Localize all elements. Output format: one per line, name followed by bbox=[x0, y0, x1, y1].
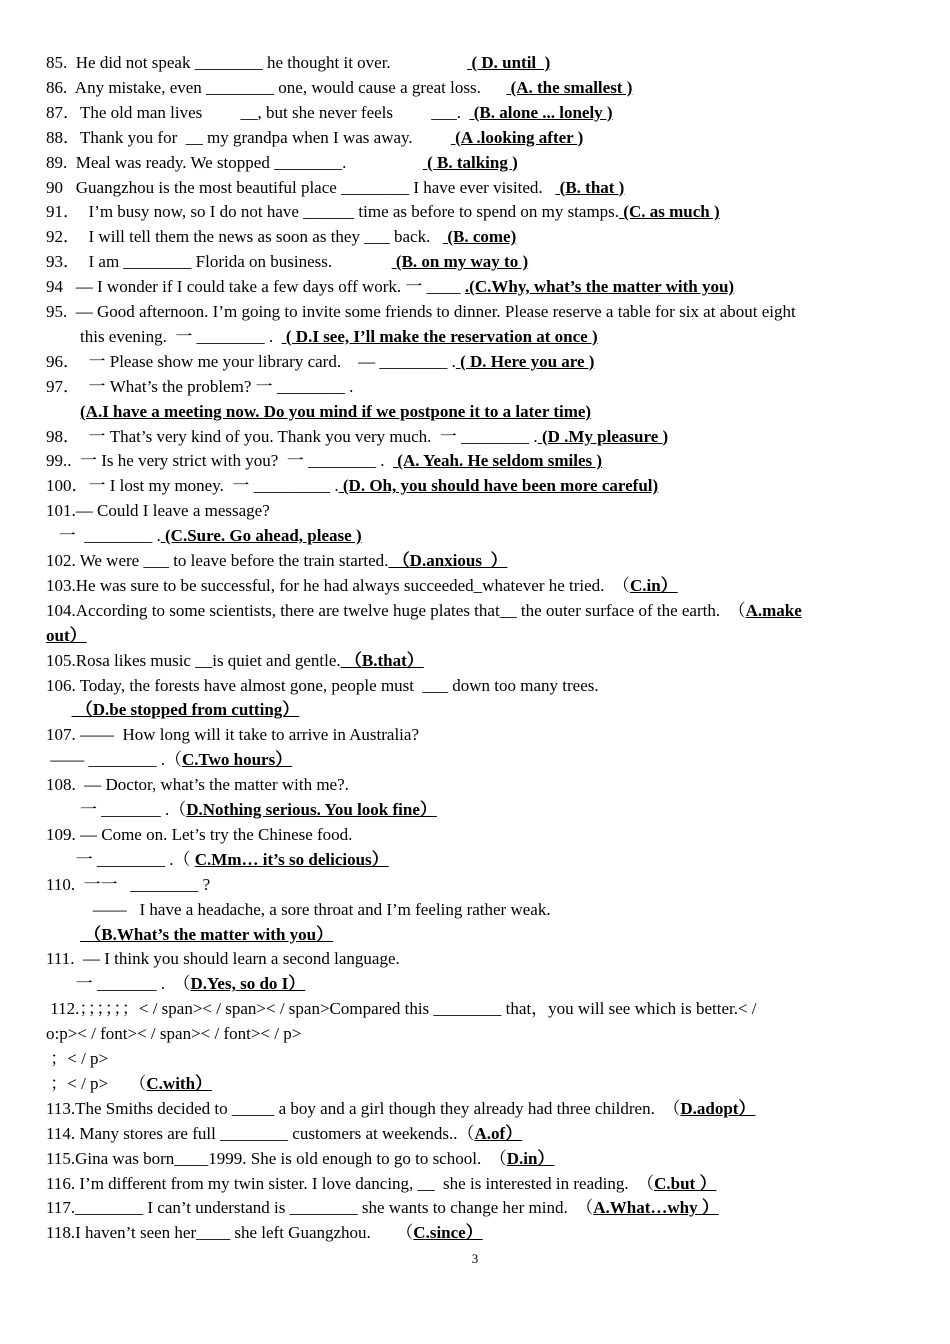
answer-text: （B.What’s the matter with you） bbox=[80, 924, 334, 944]
question-text: 86. Any mistake, even ________ one, would cause a great loss. bbox=[46, 77, 507, 97]
question-text: 91． I’m busy now, so I do not have ______ time as before to spend on my stamps. bbox=[46, 202, 620, 222]
question-line bbox=[46, 1021, 908, 1046]
question-line bbox=[46, 75, 908, 100]
question-text: 103.He was sure to be successful, for he had always succeeded_whatever he tried. （ bbox=[46, 575, 630, 595]
question-line bbox=[46, 1146, 908, 1171]
question-text bbox=[46, 925, 80, 944]
question-text: this evening. 一 ________ . bbox=[46, 326, 282, 346]
question-text: 116. I’m different from my twin sister. I love dancing, __ she is interested in reading. （ bbox=[46, 1173, 655, 1193]
question-text: 87．The old man lives __, but she never feels ___. bbox=[46, 102, 470, 122]
answer-text: ( D. Here you are ) bbox=[455, 351, 595, 371]
answer-text: (A. the smallest ) bbox=[506, 77, 633, 97]
page-number: 3 bbox=[471, 1251, 479, 1266]
question-text: 100．一 I lost my money. 一 _________ . bbox=[46, 476, 339, 496]
question-line bbox=[46, 1121, 908, 1146]
question-line bbox=[46, 971, 908, 996]
question-line bbox=[46, 946, 908, 971]
question-text: o:p>< / font>< / span>< / font>< / p> bbox=[46, 1024, 302, 1044]
question-line bbox=[46, 697, 908, 722]
question-text: 一 ________ .（ bbox=[46, 849, 195, 869]
question-text: 85. He did not speak ________ he thought it over. bbox=[46, 53, 468, 72]
answer-text: (B. on my way to ) bbox=[391, 252, 529, 272]
question-line bbox=[46, 797, 908, 822]
question-line bbox=[46, 747, 908, 772]
question-line bbox=[46, 274, 908, 299]
question-line bbox=[46, 150, 908, 175]
question-line bbox=[46, 175, 908, 200]
question-text: 96． 一 Please show me your library card. — ________ . bbox=[46, 351, 456, 371]
question-text: 114. Many stores are full ________ customers at weekends..（ bbox=[46, 1123, 475, 1143]
question-text: 108. — Doctor, what’s the matter with me?. bbox=[46, 775, 349, 795]
question-line bbox=[46, 399, 908, 424]
answer-text: out） bbox=[46, 625, 87, 645]
question-line bbox=[46, 324, 908, 349]
answer-text: C.in） bbox=[629, 575, 678, 595]
answer-text: C.since） bbox=[413, 1223, 483, 1243]
answer-text: A.of） bbox=[474, 1123, 523, 1143]
answer-text: (B. alone ... lonely ) bbox=[469, 102, 613, 122]
answer-text: D.Nothing serious. You look fine） bbox=[186, 800, 437, 819]
question-text: 109. — Come on. Let’s try the Chinese food. bbox=[46, 824, 353, 844]
question-line bbox=[46, 100, 908, 125]
answer-text: A.make bbox=[745, 600, 802, 620]
question-line bbox=[46, 673, 908, 698]
question-line bbox=[46, 249, 908, 274]
question-line bbox=[46, 50, 908, 75]
answer-text: (B. that ) bbox=[555, 177, 625, 197]
question-text: 92． I will tell them the news as soon as they ___ back. bbox=[46, 227, 444, 247]
answer-text: (D .My pleasure ) bbox=[537, 426, 669, 446]
question-text: 102. We were ___ to leave before the train started. bbox=[46, 551, 389, 570]
question-line bbox=[46, 299, 908, 324]
question-text: 106. Today, the forests have almost gone, people must ___ down too many trees. bbox=[46, 675, 599, 695]
question-text: 一 _______ . （ bbox=[46, 974, 191, 994]
question-text: 107. —— How long will it take to arrive in Australia? bbox=[46, 725, 419, 745]
question-line bbox=[46, 1220, 908, 1245]
question-text: 112.；；；；；；< / span>< / span>< / span>Compared this ________ that，you will see which is better.< / bbox=[46, 999, 757, 1019]
question-line bbox=[46, 872, 908, 897]
question-line bbox=[46, 374, 908, 399]
answer-text: （D.be stopped from cutting） bbox=[71, 700, 300, 720]
answer-text: (A .looking after ) bbox=[450, 127, 584, 147]
question-line bbox=[46, 473, 908, 498]
question-line bbox=[46, 648, 908, 673]
answer-text: ( B. talking ) bbox=[422, 152, 518, 172]
question-line bbox=[46, 847, 908, 872]
answer-text: D.Yes, so do I） bbox=[190, 974, 306, 994]
question-line bbox=[46, 623, 908, 648]
question-line bbox=[46, 822, 908, 847]
question-text: —— I have a headache, a sore throat and I’m feeling rather weak. bbox=[46, 899, 551, 919]
question-line bbox=[46, 424, 908, 449]
question-line bbox=[46, 897, 908, 922]
question-text: 113.The Smiths decided to _____ a boy and a girl though they already had three children. （ bbox=[46, 1098, 681, 1118]
answer-text: (A.I have a meeting now. Do you mind if we postpone it to a later time) bbox=[80, 401, 592, 421]
question-text: 104.According to some scientists, there are twelve huge plates that__ the outer surface of the earth. （ bbox=[46, 600, 746, 620]
question-line bbox=[46, 1046, 908, 1071]
question-text: —— ________ .（ bbox=[46, 750, 182, 770]
answer-text: (A. Yeah. He seldom smiles ) bbox=[393, 451, 603, 471]
question-line bbox=[46, 448, 908, 473]
question-text: 98． 一 That’s very kind of you. Thank you very much. 一 ________ . bbox=[46, 426, 538, 446]
question-line bbox=[46, 523, 908, 548]
answer-text: C.but ） bbox=[654, 1173, 717, 1193]
answer-text: (D. Oh, you should have been more careful) bbox=[338, 476, 659, 496]
question-text: 110. 一一 ________ ? bbox=[46, 874, 211, 894]
question-line bbox=[46, 996, 908, 1021]
question-text: 93． I am ________ Florida on business. bbox=[46, 252, 392, 272]
question-text: 105.Rosa likes music __is quiet and gentle. bbox=[46, 650, 341, 670]
question-line bbox=[46, 125, 908, 150]
question-text: 95. — Good afternoon. I’m going to invite some friends to dinner. Please reserve a table for six at about eight bbox=[46, 302, 796, 321]
question-text bbox=[46, 700, 72, 719]
question-line bbox=[46, 498, 908, 523]
question-text: 90 Guangzhou is the most beautiful place ________ I have ever visited. bbox=[46, 177, 556, 197]
question-line bbox=[46, 1096, 908, 1121]
question-line bbox=[46, 199, 908, 224]
question-line bbox=[46, 922, 908, 947]
question-line bbox=[46, 573, 908, 598]
question-text: 117.________ I can’t understand is ________ she wants to change her mind. （ bbox=[46, 1198, 594, 1218]
answer-text: D.adopt） bbox=[680, 1098, 756, 1118]
question-line bbox=[46, 1071, 908, 1096]
question-text: 94 — I wonder if I could take a few days off work. 一 ____ bbox=[46, 277, 465, 297]
question-text: 97． 一 What’s the problem? 一 ________ . bbox=[46, 376, 354, 396]
answer-text: （B.that） bbox=[340, 650, 424, 670]
answer-text: C.Mm… it’s so delicious） bbox=[194, 849, 389, 869]
question-text: 115.Gina was born____1999. She is old enough to go to school. （ bbox=[46, 1148, 507, 1168]
answer-text: C.with） bbox=[146, 1073, 213, 1093]
question-text: ；< / p> （ bbox=[46, 1073, 147, 1093]
question-text: 101.— Could I leave a message? bbox=[46, 501, 270, 521]
question-text: 111. — I think you should learn a second language. bbox=[46, 949, 400, 969]
question-text: 一 ________ . bbox=[46, 526, 161, 546]
question-line bbox=[46, 224, 908, 249]
answer-text: D.in） bbox=[506, 1148, 555, 1168]
answer-text: A.What…why ） bbox=[593, 1198, 719, 1218]
answer-text: (C.Sure. Go ahead, please ) bbox=[160, 526, 362, 546]
answer-text: ( D. until ) bbox=[467, 53, 551, 72]
answer-text: （D.anxious ） bbox=[388, 551, 508, 570]
question-text: 118.I haven’t seen her____ she left Guangzhou. （ bbox=[46, 1223, 414, 1243]
question-text: 88．Thank you for __ my grandpa when I was away. bbox=[46, 127, 451, 147]
question-text: 一 _______ .（ bbox=[46, 800, 187, 819]
question-text: ；< / p> bbox=[46, 1049, 109, 1068]
question-text: 99.. 一 Is he very strict with you? 一 ________ . bbox=[46, 451, 394, 471]
question-line bbox=[46, 548, 908, 573]
answer-text: .(C.Why, what’s the matter with you) bbox=[464, 277, 735, 297]
answer-text: (B. come) bbox=[443, 227, 517, 247]
question-line bbox=[46, 598, 908, 623]
question-line bbox=[46, 1171, 908, 1196]
answer-text: (C. as much ) bbox=[619, 202, 720, 222]
question-line bbox=[46, 772, 908, 797]
question-line bbox=[46, 1195, 908, 1220]
answer-text: C.Two hours） bbox=[182, 750, 293, 770]
question-text: 89. Meal was ready. We stopped ________. bbox=[46, 152, 423, 172]
answer-text: ( D.I see, I’ll make the reservation at once ) bbox=[281, 326, 598, 346]
question-line bbox=[46, 349, 908, 374]
question-line bbox=[46, 722, 908, 747]
question-text bbox=[46, 402, 80, 421]
